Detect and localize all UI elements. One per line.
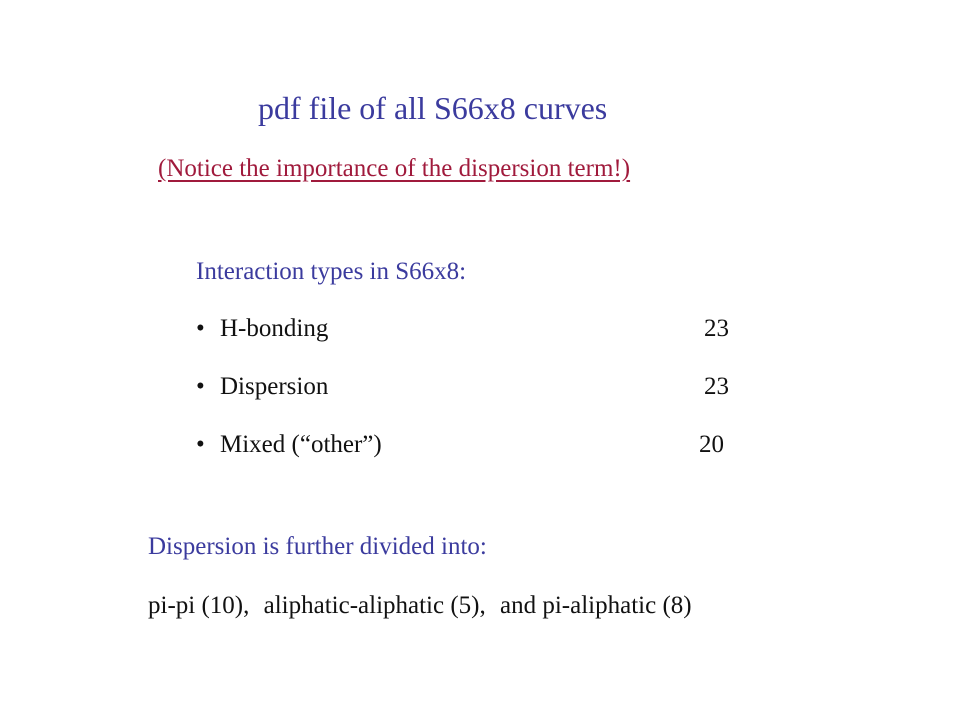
division-pi-pi: pi-pi (10),	[148, 592, 250, 619]
bullet-icon: •	[196, 315, 205, 342]
interaction-type-label: Dispersion	[220, 373, 329, 400]
interaction-type-label: Mixed (“other”)	[220, 431, 382, 458]
interaction-type-row-mixed	[196, 431, 756, 463]
bullet-icon: •	[196, 373, 205, 400]
interaction-type-count: 23	[704, 373, 729, 400]
slide-title: pdf file of all S66x8 curves	[258, 90, 608, 126]
interaction-type-row-h-bonding	[196, 315, 756, 347]
interaction-type-label: H-bonding	[220, 315, 329, 342]
interaction-type-row-dispersion	[196, 373, 756, 405]
bullet-icon: •	[196, 431, 205, 458]
dispersion-division-heading: Dispersion is further divided into:	[148, 533, 487, 560]
interaction-type-count: 23	[704, 315, 729, 342]
interaction-types-heading: Interaction types in S66x8:	[196, 258, 467, 285]
dispersion-division-list	[148, 592, 692, 620]
interaction-type-count: 20	[699, 431, 724, 458]
dispersion-note-link[interactable]: (Notice the importance of the dispersion term!)	[158, 155, 631, 182]
division-aliphatic-aliphatic: aliphatic-aliphatic (5),	[263, 592, 486, 619]
division-pi-aliphatic: and pi-aliphatic (8)	[500, 592, 692, 619]
